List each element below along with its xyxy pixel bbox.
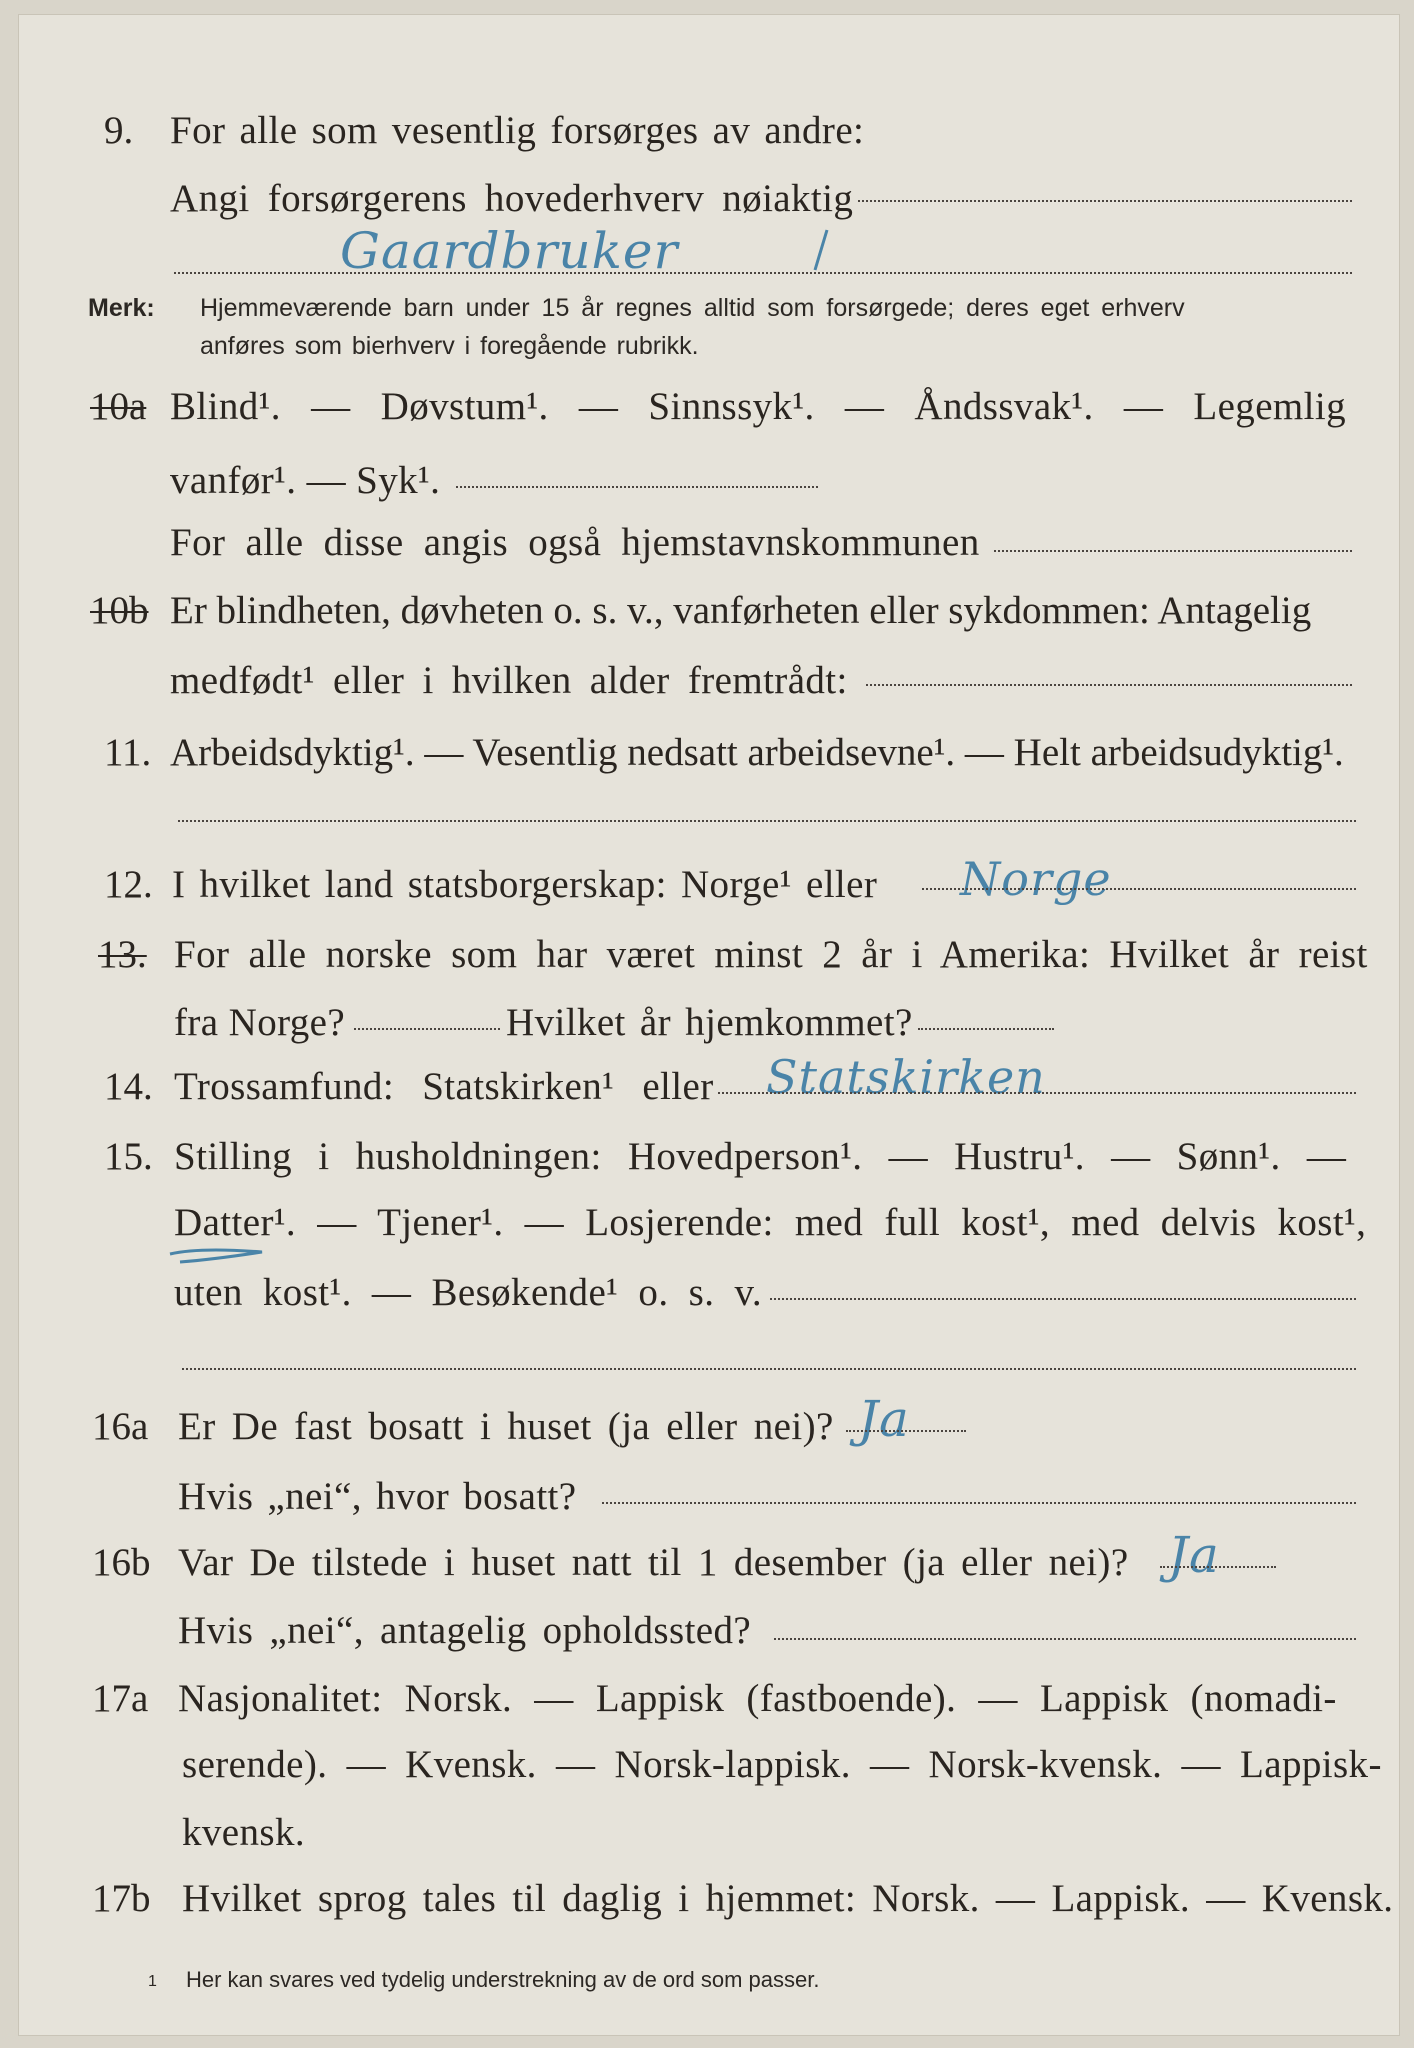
q13-departure-line [354, 1028, 500, 1030]
q17a-line1: Nasjonalitet: Norsk. — Lappisk (fastboende). — Lappisk (nomadi- [178, 1677, 1337, 1720]
q10a-line3: For alle disse angis også hjemstavnskommunen [170, 521, 980, 564]
q12-answer-line [922, 888, 1356, 890]
q17a-number: 17a [92, 1677, 149, 1720]
q17b-number: 17b [92, 1877, 151, 1920]
q17a-line2: serende). — Kvensk. — Norsk-lappisk. — Norsk-kvensk. — Lappisk- [182, 1743, 1382, 1786]
q15-line1: Stilling i husholdningen: Hovedperson¹. — Hustru¹. — Sønn¹. — [174, 1135, 1347, 1178]
q10a-line1: Blind¹. — Døvstum¹. — Sinnssyk¹. — Åndssvak¹. — Legemlig [170, 385, 1347, 428]
merk-line2: anføres som bierhverv i foregående rubrikk. [200, 332, 699, 360]
q10a-home-line [994, 550, 1352, 552]
q12-line1: I hvilket land statsborgerskap: Norge¹ eller [172, 863, 878, 906]
q12-number: 12. [104, 863, 153, 906]
q15-line2: Datter¹. — Tjener¹. — Losjerende: med full kost¹, med delvis kost¹, [174, 1201, 1367, 1244]
q14-answer-line [718, 1092, 1356, 1094]
q16b-answer-line [1160, 1566, 1276, 1568]
q10a-answer-line [456, 486, 818, 488]
q16a-answer-line [846, 1430, 966, 1432]
q11-line1: Arbeidsdyktig¹. — Vesentlig nedsatt arbeidsevne¹. — Helt arbeidsudyktig¹. [170, 731, 1344, 774]
q10b-number: 10b [90, 589, 149, 632]
q15-line3: uten kost¹. — Besøkende¹ o. s. v. [174, 1271, 763, 1314]
q17a-line3: kvensk. [182, 1811, 306, 1854]
q16a-residence-line [602, 1502, 1356, 1504]
footnote-text: Her kan svares ved tydelig understrekning av de ord som passer. [186, 1967, 820, 1992]
q13-line2b: Hvilket år hjemkommet? [506, 1001, 913, 1044]
q10b-line1: Er blindheten, døvheten o. s. v., vanførheten eller sykdommen: Antagelig [170, 589, 1312, 632]
q16a-number: 16a [92, 1405, 149, 1448]
q13-line1: For alle norske som har været minst 2 år i Amerika: Hvilket år reist [174, 933, 1368, 976]
merk-line1: Hjemmeværende barn under 15 år regnes alltid som forsørgede; deres eget erhverv [200, 294, 1185, 322]
q17b-line1: Hvilket sprog tales til daglig i hjemmet: Norsk. — Lappisk. — Kvensk. [182, 1877, 1394, 1920]
q14-answer: Statskirken [766, 1050, 1046, 1104]
q16b-number: 16b [92, 1541, 151, 1584]
q14-line1: Trossamfund: Statskirken¹ eller [174, 1065, 714, 1108]
footnote-mark: 1 [148, 1973, 157, 1990]
q16b-line2: Hvis „nei“, antagelig opholdssted? [178, 1609, 752, 1652]
q9-answer: Gaardbruker [340, 222, 679, 280]
q9-answer-line-2 [174, 272, 1352, 274]
q15-answer-line-2 [182, 1368, 1356, 1370]
q10a-line2: vanfør¹. — Syk¹. [170, 459, 441, 502]
q10b-line2: medfødt¹ eller i hvilken alder fremtrådt: [170, 659, 848, 702]
q9-answer-line [858, 200, 1352, 202]
q15-number: 15. [104, 1135, 153, 1178]
q10b-answer-line [866, 684, 1352, 686]
q16b-line1: Var De tilstede i huset natt til 1 desember (ja eller nei)? [178, 1541, 1129, 1584]
datter-underline-icon [166, 1240, 296, 1266]
q9-number: 9. [104, 109, 134, 152]
q16a-answer: Ja [858, 1390, 910, 1448]
q11-answer-line [178, 820, 1356, 822]
q9-line2: Angi forsørgerens hovederhverv nøiaktig [170, 177, 854, 220]
q10a-number: 10a [90, 385, 147, 428]
q16a-line1: Er De fast bosatt i huset (ja eller nei)? [178, 1405, 834, 1448]
q11-number: 11. [104, 731, 152, 774]
q13-line2a: fra Norge? [174, 1001, 346, 1044]
q13-number: 13. [98, 933, 147, 976]
q16b-location-line [774, 1638, 1356, 1640]
q13-return-line [918, 1028, 1054, 1030]
q16a-line2: Hvis „nei“, hvor bosatt? [178, 1475, 577, 1518]
handwritten-tick-icon [805, 226, 835, 276]
q12-answer: Norge [960, 852, 1112, 906]
q15-answer-line [770, 1298, 1356, 1300]
q14-number: 14. [104, 1065, 153, 1108]
q16b-answer: Ja [1168, 1526, 1220, 1584]
q9-line1: For alle som vesentlig forsørges av andre: [170, 109, 865, 152]
merk-label: Merk: [88, 294, 155, 322]
